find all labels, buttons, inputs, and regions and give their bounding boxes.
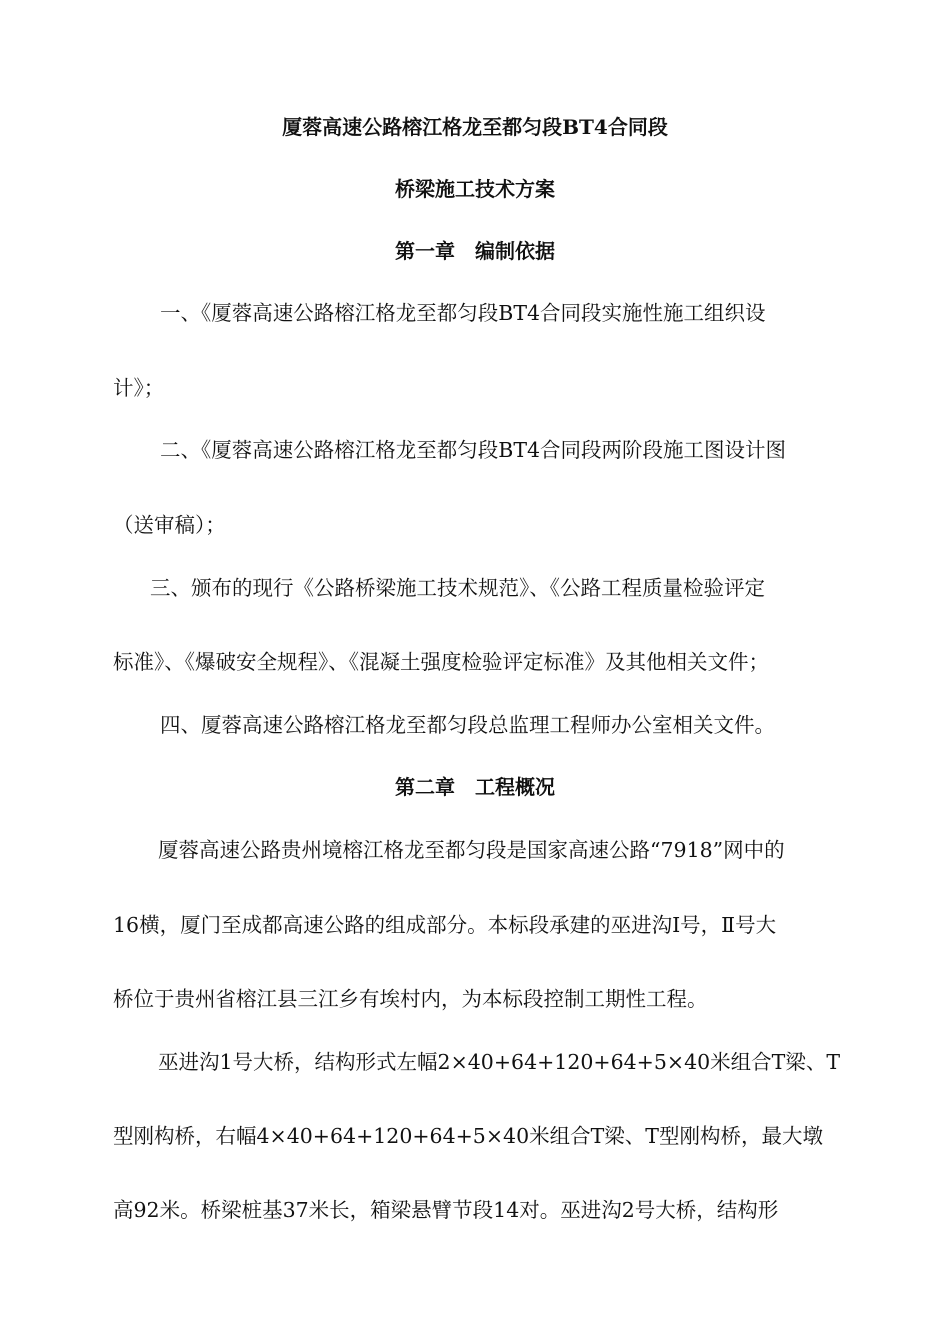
paragraph-line: 高92米。桥梁桩基37米长，箱梁悬臂节段14对。巫进沟2号大桥，结构形 xyxy=(113,1198,779,1222)
paragraph-line: 标准》、《爆破安全规程》、《混凝土强度检验评定标准》及其他相关文件； xyxy=(113,650,769,674)
chapter-2-heading: 第二章 工程概况 xyxy=(395,775,555,799)
paragraph-line: 计》； xyxy=(113,376,165,400)
paragraph-line: 三、颁布的现行《公路桥梁施工技术规范》、《公路工程质量检验评定 xyxy=(150,576,765,600)
paragraph-line: 巫进沟1号大桥，结构形式左幅2×40+64+120+64+5×40米组合T梁、T xyxy=(158,1050,841,1074)
paragraph-line: 四、厦蓉高速公路榕江格龙至都匀段总监理工程师办公室相关文件。 xyxy=(160,713,775,737)
paragraph-line: 16横，厦门至成都高速公路的组成部分。本标段承建的巫进沟Ⅰ号，Ⅱ号大 xyxy=(113,913,777,937)
document-title: 厦蓉高速公路榕江格龙至都匀段BT4合同段 xyxy=(282,115,668,139)
paragraph-line: 一、《厦蓉高速公路榕江格龙至都匀段BT4合同段实施性施工组织设 xyxy=(160,301,766,325)
paragraph-line: 厦蓉高速公路贵州境榕江格龙至都匀段是国家高速公路“7918”网中的 xyxy=(158,838,785,862)
document-subtitle: 桥梁施工技术方案 xyxy=(395,177,555,201)
paragraph-line: （送审稿）； xyxy=(113,513,226,537)
paragraph-line: 桥位于贵州省榕江县三江乡有埃村内，为本标段控制工期性工程。 xyxy=(113,987,708,1011)
chapter-1-heading: 第一章 编制依据 xyxy=(395,239,555,263)
paragraph-line: 型刚构桥，右幅4×40+64+120+64+5×40米组合T梁、T型刚构桥，最大墩 xyxy=(113,1124,823,1148)
paragraph-line: 二、《厦蓉高速公路榕江格龙至都匀段BT4合同段两阶段施工图设计图 xyxy=(160,438,787,462)
